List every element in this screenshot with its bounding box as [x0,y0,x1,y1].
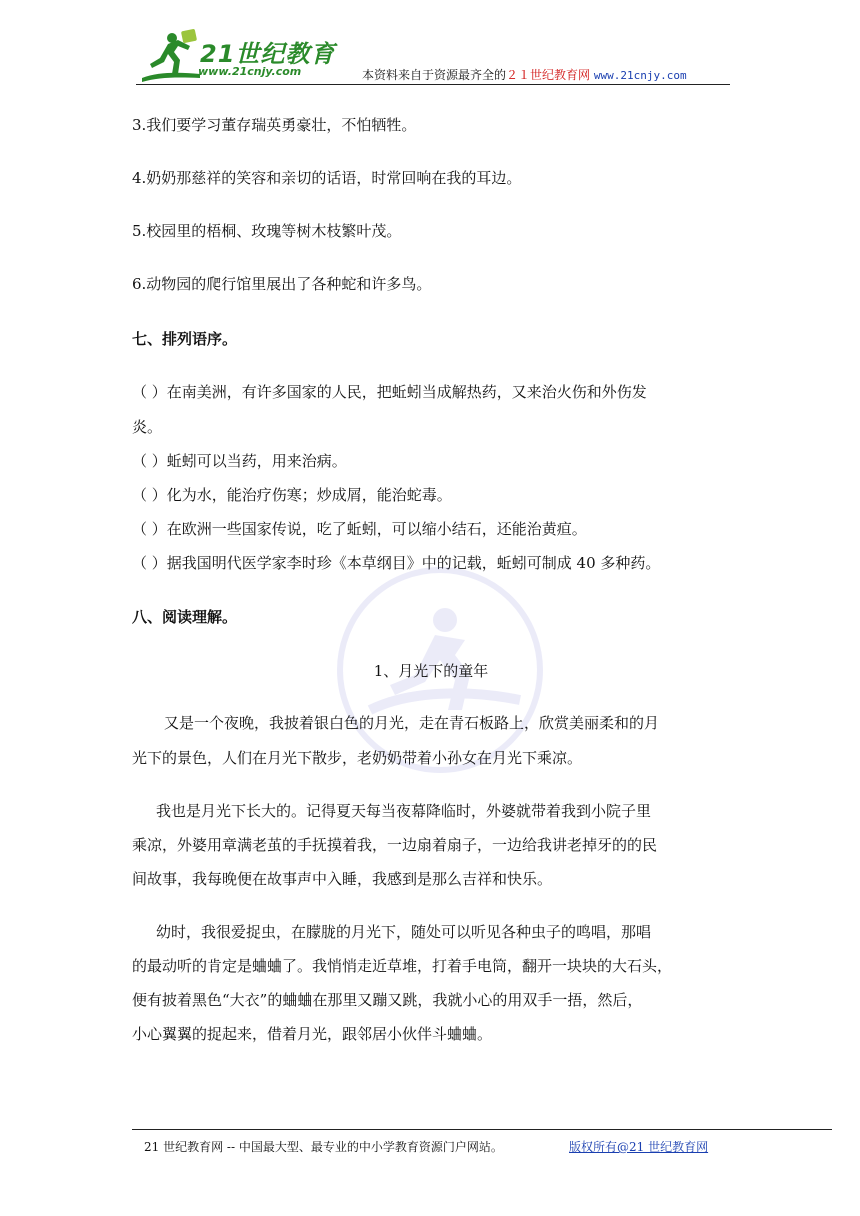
sentence-5: 5.校园里的梧桐、玫瑰等树木枝繁叶茂。 [132,222,402,240]
header-divider [136,84,730,85]
sentence-4: 4.奶奶那慈祥的笑容和亲切的话语，时常回响在我的耳边。 [132,169,522,187]
reading-title: 1、月光下的童年 [373,662,489,680]
section-8-heading: 八、阅读理解。 [132,608,238,626]
paragraph-3-line: 的最动听的肯定是蛐蛐了。我悄悄走近草堆，打着手电筒，翻开一块块的大石头， [132,957,673,975]
section-7-heading: 七、排列语序。 [132,330,238,348]
order-item: （ ）在欧洲一些国家传说，吃了蚯蚓，可以缩小结石，还能治黄疸。 [132,520,587,538]
order-item: （ ）在南美洲，有许多国家的人民，把蚯蚓当成解热药，又来治火伤和外伤发 [132,383,647,401]
order-item: （ ）化为水，能治疗伤寒；炒成屑，能治蛇毒。 [132,486,452,504]
paragraph-3-line: 小心翼翼的捉起来，借着月光，跟邻居小伙伴斗蛐蛐。 [132,1025,493,1043]
header-note-prefix: 本资料来自于资源最齐全的 [362,68,507,82]
paragraph-2-line: 我也是月光下长大的。记得夏天每当夜幕降临时，外婆就带着我到小院子里 [156,802,652,820]
site-logo [138,28,338,84]
order-item: （ ）蚯蚓可以当药，用来治病。 [132,452,347,470]
logo-url: www.21cnjy.com [198,65,302,78]
paragraph-2-line: 间故事，我每晚便在故事声中入睡，我感到是那么吉祥和快乐。 [132,870,553,888]
running-figure-icon [138,28,202,84]
header-note-brand[interactable]: ２１世纪教育网 [506,68,591,82]
header-note [362,66,687,83]
paragraph-1-line: 光下的景色，人们在月光下散步，老奶奶带着小孙女在月光下乘凉。 [132,749,583,767]
footer-text: 21 世纪教育网 -- 中国最大型、最专业的中小学教育资源门户网站。 [144,1140,503,1154]
paragraph-3-line: 便有披着黑色“大衣”的蛐蛐在那里又蹦又跳，我就小心的用双手一捂，然后， [132,991,643,1009]
paragraph-2-line: 乘凉，外婆用章满老茧的手抚摸着我，一边扇着扇子，一边给我讲老掉牙的的民 [132,836,658,854]
sentence-3: 3.我们要学习董存瑞英勇豪壮，不怕牺牲。 [132,116,417,134]
header-note-url[interactable]: www.21cnjy.com [593,69,687,82]
footer-divider [132,1129,832,1130]
sentence-6: 6.动物园的爬行馆里展出了各种蛇和许多鸟。 [132,275,432,293]
paragraph-1-line: 又是一个夜晚，我披着银白色的月光，走在青石板路上，欣赏美丽柔和的月 [164,714,660,732]
order-item-continuation: 炎。 [132,418,163,436]
logo-brand: 21世纪教育 [200,40,336,68]
footer-copyright-link[interactable]: 版权所有@21 世纪教育网 [569,1140,709,1154]
paragraph-3-line: 幼时，我很爱捉虫，在朦胧的月光下，随处可以听见各种虫子的鸣唱，那唱 [156,923,652,941]
order-item: （ ）据我国明代医学家李时珍《本草纲目》中的记载，蚯蚓可制成 40 多种药。 [132,554,661,572]
